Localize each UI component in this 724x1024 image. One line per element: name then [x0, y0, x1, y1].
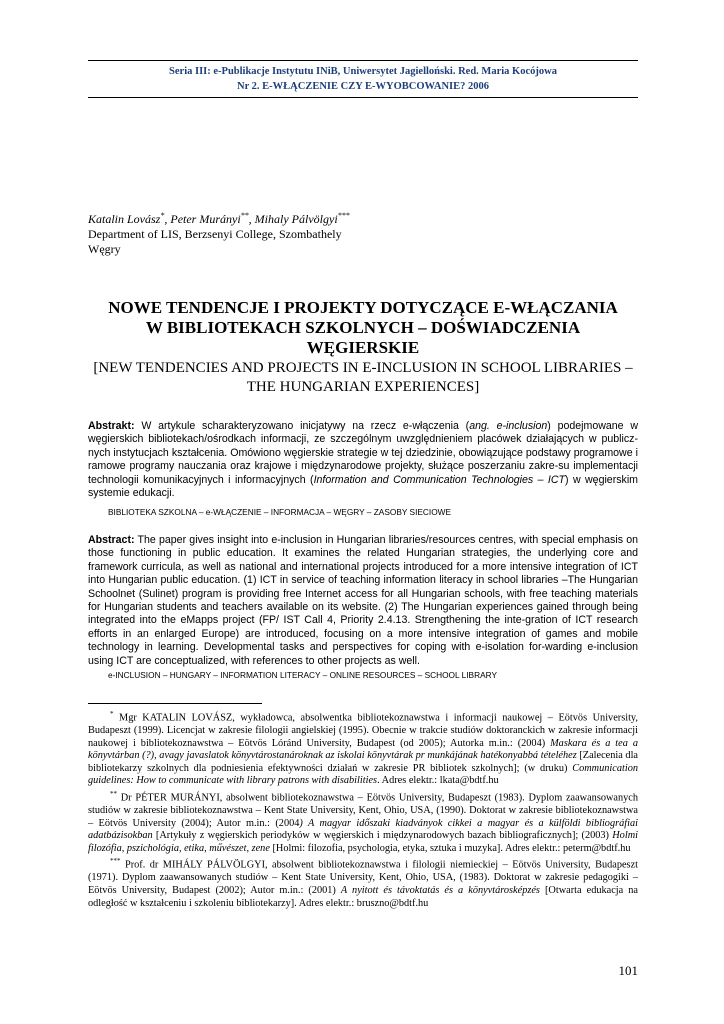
author-names: Katalin Lovász*, Peter Murányi**, Mihaly Pálvölgyi***	[88, 211, 350, 226]
abstract-pl-label: Abstrakt:	[88, 420, 135, 432]
footnote-2-text-c: [Holmi: filozofia, psychologia, etyka, sztuka i muzyka]. Adres elektr.: peterm@bdtf.hu	[269, 842, 631, 854]
footnote-3-mark: ***	[110, 857, 121, 866]
footnote-1-mark: *	[110, 710, 114, 718]
author-name-3: Mihaly Pálvölgyi	[254, 212, 338, 226]
footnote-1-text-a: Mgr KATALIN LOVÁSZ, wykładowca, absolwentka bibliotekoznawstwa i informacji naukowej – Eötvös University, Budapeszt (1999). Licencjat w zakresie filologii angielskiej (1995). Obecnie w trakcie studiów doktoranckich w zakresie informacji naukowej i bibliotekoznawstwa – Eötvös Lóránd University, Budapest (od 2005); Autorka m.in.: (2004)	[88, 712, 638, 749]
footnote-2-italic-2: Holmi filozófia, pszichológia, etika, művészet, zene	[88, 830, 638, 854]
header-series-line: Seria III: e-Publikacje Instytutu INiB, Uniwersytet Jagielloński. Red. Maria Kocójowa	[169, 66, 557, 77]
keywords-pl: BIBLIOTEKA SZKOLNA – e-WŁĄCZENIE – INFORMACJA – WĘGRY – ZASOBY SIECIOWE	[108, 507, 452, 517]
footnote-2-text-b: [Artykuły z węgierskich periodyków w węgierskich i międzynarodowych bazach bibliograficznych]; (2003)	[152, 830, 613, 842]
article-title	[88, 298, 638, 396]
footnote-3-italic-1: A nyitott és távoktatás és a könyvtárosképzés	[340, 884, 540, 896]
footnote-separator	[88, 703, 262, 704]
author-name-1: Katalin Lovász	[88, 212, 161, 226]
author-block	[88, 208, 638, 257]
footnote-1-italic-2: Communication guidelines: How to communicate with library patrons with disabilities	[88, 762, 638, 787]
abstract-en-label: Abstract:	[88, 534, 135, 546]
footnote-1	[88, 708, 638, 788]
abstract-pl-text-3: ) w węgierskim systemie edukacji.	[88, 473, 638, 500]
author-note-mark-2: **	[240, 211, 249, 220]
title-en-line-1: [NEW TENDENCIES AND PROJECTS IN E-INCLUSION IN SCHOOL LIBRARIES –	[93, 360, 633, 376]
title-pl-line-3: WĘGIERSKIE	[306, 338, 420, 357]
title-en-line-2: THE HUNGARIAN EXPERIENCES]	[246, 379, 480, 395]
header-issue-line: Nr 2. E-WŁĄCZENIE CZY E-WYOBCOWANIE? 2006	[236, 81, 490, 92]
footnotes	[88, 708, 638, 910]
footnote-3-text-b: [Otwarta edukacja na odległość w kształceniu i szkoleniu bibliotekarzy]. Adres elektr.: bruszno@bdtf.hu	[88, 884, 638, 909]
footnote-2-text-a: Dr PÉTER MURÁNYI, absolwent bibliotekoznawstwa – Eötvös University, Budapeszt (1983). Dyplom zaawansowanych studiów w zakresie bibliotekoznawstwa – Kent State University, Kent, Ohio, USA, (1990). Doktorat w zakresie bibliotekoznawstwa – Eötvös University (2004); Autor m.in.: (2004	[88, 792, 638, 829]
footnote-3-text-a: Prof. dr MIHÁLY PÁLVÖLGYI, absolwent bibliotekoznawstwa i filologii niemieckiej – Eötvös University, Budapeszt (1971). Dyplom zaawansowanych studiów – Kent State University, Kent, Ohio, USA, (1983). Doktorat w zakresie pedagogiki – Eötvös University, Budapest (2002); Autor m.in.: (2001)	[88, 859, 638, 896]
keywords-en: e-INCLUSION – HUNGARY – INFORMATION LITERACY – ONLINE RESOURCES – SCHOOL LIBRARY	[108, 670, 497, 680]
page-number: 101	[618, 963, 638, 978]
footnote-2	[88, 788, 638, 855]
author-note-mark-3: ***	[337, 211, 350, 220]
title-pl-line-2: W BIBLIOTEKACH SZKOLNYCH – DOŚWIADCZENIA	[145, 318, 581, 337]
footnote-1-italic-1: Maskara és a tea a könyvtárban (?), avagy javaslatok könyvtárostanároknak az iskolai könyvtárak pr munkájának hatékonyabbá tételéhez	[88, 737, 638, 762]
footnote-3	[88, 855, 638, 910]
abstract-en	[88, 534, 638, 668]
author-affiliation: Department of LIS, Berzsenyi College, Szombathely	[88, 227, 342, 241]
author-note-mark-1: *	[160, 211, 165, 220]
footnote-1-text-c: . Adres elektr.: lkata@bdtf.hu	[377, 775, 499, 787]
abstract-pl	[88, 420, 638, 500]
author-name-2: Peter Murányi	[170, 212, 241, 226]
abstract-pl-italic-1: ang. e-inclusion	[469, 420, 548, 432]
header-top-rule	[88, 60, 638, 61]
footnote-2-mark: **	[110, 789, 117, 798]
abstract-pl-text-1: W artykule scharakteryzowano inicjatywy na rzecz e-włączenia (	[134, 420, 470, 432]
running-header	[88, 64, 638, 94]
abstract-pl-italic-2: Information and Communication Technologies – ICT	[313, 473, 565, 486]
title-pl-line-1: NOWE TENDENCJE I PROJEKTY DOTYCZĄCE E-WŁĄCZANIA	[108, 298, 618, 317]
footnote-2-italic-1: ) A magyar időszaki kiadványok cikkei a magyar és a külföldi bibliográfiai adatbázisokban	[88, 817, 638, 842]
abstract-en-text: The paper gives insight into e-inclusion in Hungarian libraries/resources centres, with special emphasis on those functioning in public education. It examines the related Hungarian strategies, the underlying core and framework curricula, as well as national and international projects introduced for a more intensive integration of ICT into Hungarian public education. (1) ICT in service of teaching information literacy in school libraries –The Hungarian Schoolnet (Sulinet) program is providing free Internet access for all Hungarian schools, with free teaching materials for Hungarian students and teachers available on its website. (2) The Hungarian experiences gained through being integrated into the eMapps project (FP/ IST Call 4, Priority 2.4.13. Strengthening the inte-gration of ICT research efforts in an enlarged Europe) are introduced, focusing on a more intensive integration of games and mobile technology in learning. Developmental tasks and perspectives for coping with e-isolation for-warding e-inclusion using ICT are conceptualized, with references to other projects as well.	[88, 534, 638, 667]
header-bottom-rule	[88, 97, 638, 98]
footnote-1-text-b: [Zalecenia dla bibliotekarzy szkolnych dla podniesienia efektywności działań w zakresie PR bibliotek szkolnych]; (w druku)	[88, 750, 638, 774]
author-country: Węgry	[88, 242, 121, 256]
abstract-pl-text-2: ) podejmowane w węgierskich bibliotekach/ośrodkach informacji, ze szczególnym uwzględnieniem placówek działających w publicz-nych instytucjach kształcenia. Omówiono węgierskie strategie w tej dziedzinie, obowiązujące podstawy programowe i ramowe programy nauczania oraz krajowe i międzynarodowe projekty, służące poszerzaniu zakre-su implementacji technologii komunikacyjnych i informacyjnych (	[88, 420, 638, 486]
